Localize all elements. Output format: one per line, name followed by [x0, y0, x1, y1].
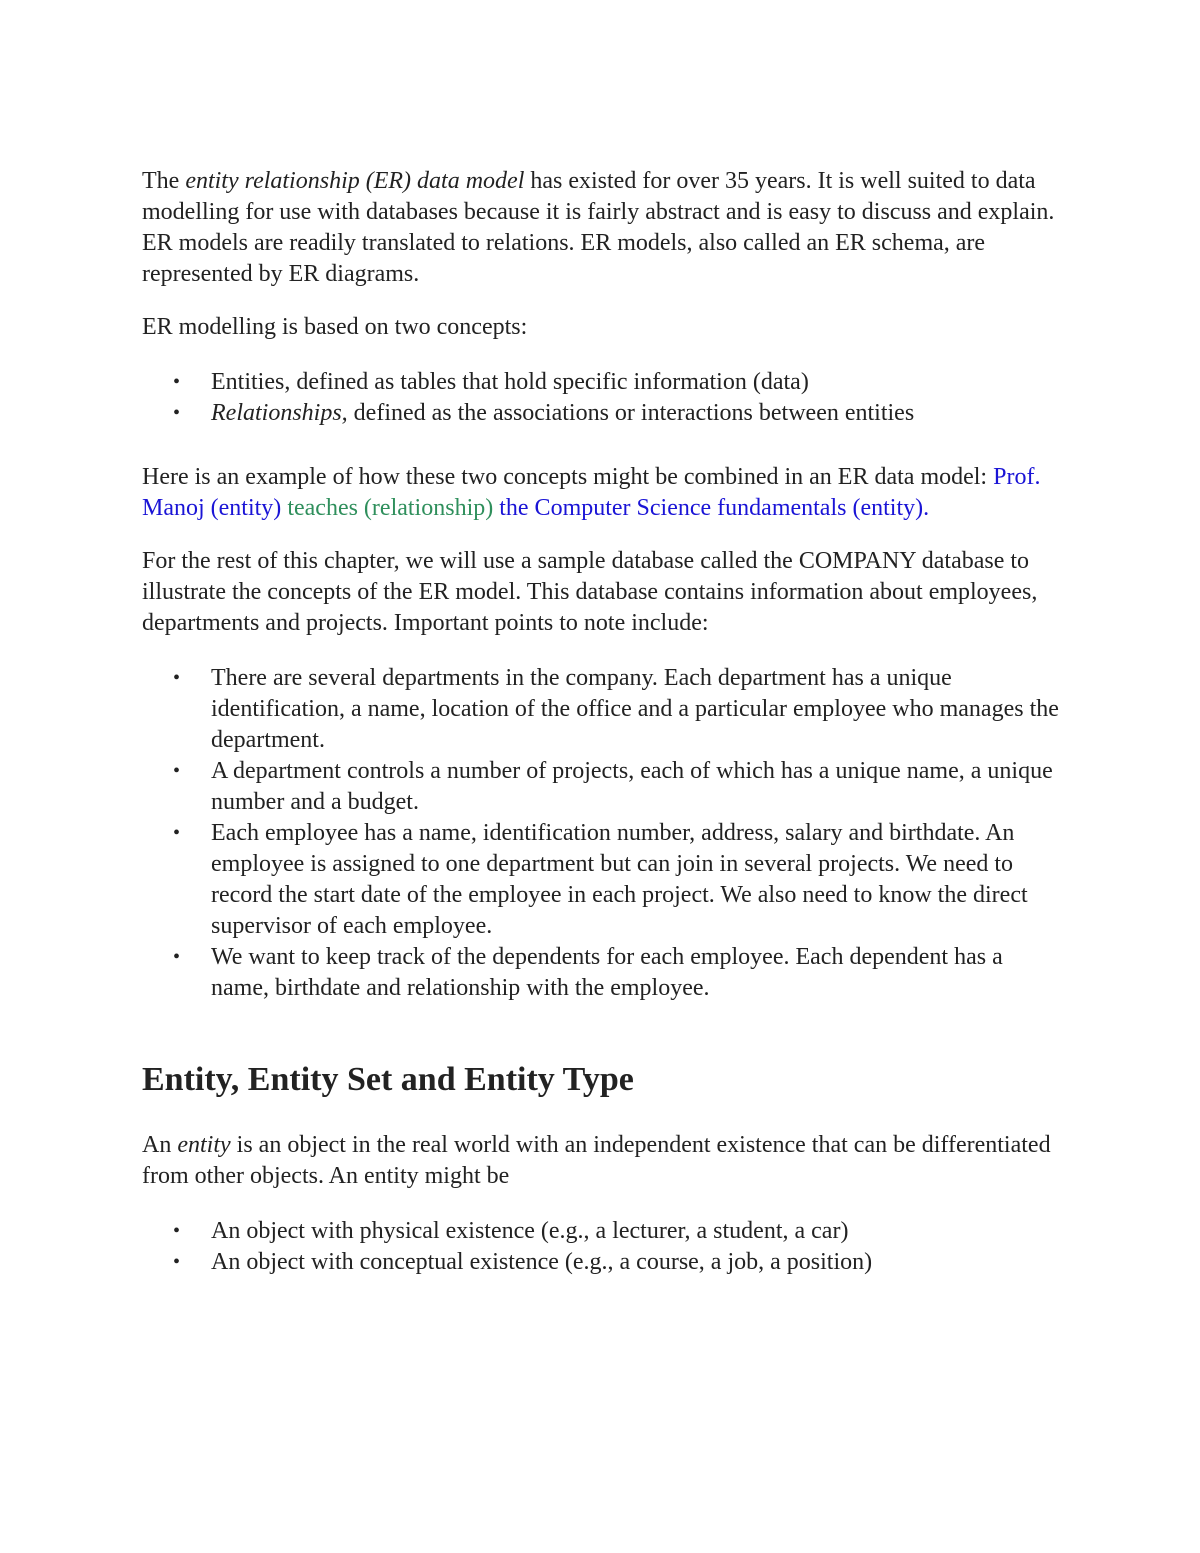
intro-text-rest: has existed for over 35 years. It is well suited to data modelling for use with databases because it is fairly abstract and is easy to discuss and explain. ER models are readily translated to relations. ER models, also called an ER schema, are represented by ER diagrams. [142, 168, 1055, 287]
entity-examples-list [142, 1216, 1060, 1278]
list-item: • An object with conceptual existence (e.g., a course, a job, a position) [211, 1247, 1060, 1278]
concept-relationships-text: defined as the associations or interactions between entities [347, 400, 915, 426]
example-entity-1: Prof. Manoj (entity) [142, 464, 1041, 521]
entity-definition-paragraph [142, 1130, 1060, 1192]
list-item: • There are several departments in the company. Each department has a unique identification, a name, location of the office and a particular employee who manages the department. [211, 663, 1060, 756]
example-paragraph [142, 462, 1060, 524]
list-item: • Each employee has a name, identification number, address, salary and birthdate. An employee is assigned to one department but can join in several projects. We need to record the start date of the employee in each project. We also need to know the direct supervisor of each employee. [211, 818, 1060, 942]
concepts-lead: ER modelling is based on two concepts: [142, 314, 528, 340]
entity-def-italic: entity [177, 1132, 231, 1158]
intro-term-italic: entity relationship (ER) data model [185, 168, 525, 194]
example-lead: Here is an example of how these two concepts might be combined in an ER data model: [142, 464, 994, 490]
list-item [211, 398, 1060, 429]
example-relationship: teaches (relationship) [287, 495, 494, 521]
list-item: • An object with physical existence (e.g., a lecturer, a student, a car) [211, 1216, 1060, 1247]
concept-relationships-italic: Relationships, [211, 400, 348, 426]
intro-paragraph [142, 166, 1060, 290]
list-item: • We want to keep track of the dependents for each employee. Each dependent has a name, birthdate and relationship with the employee. [211, 942, 1060, 1004]
list-item [211, 367, 1060, 398]
section-heading: Entity, Entity Set and Entity Type [142, 1061, 634, 1098]
concept-entities-text: Entities, defined as tables that hold specific information (data) [211, 369, 809, 395]
list-item: • A department controls a number of projects, each of which has a unique name, a unique number and a budget. [211, 756, 1060, 818]
entity-def-start: An [142, 1132, 178, 1158]
entity-def-rest: is an object in the real world with an independent existence that can be differentiated from other objects. An entity might be [142, 1132, 1051, 1189]
concepts-list [142, 367, 1060, 429]
example-end: . [923, 495, 930, 521]
company-points-list [142, 663, 1060, 1004]
intro-text-start: The [142, 168, 186, 194]
company-intro-paragraph: For the rest of this chapter, we will use a sample database called the COMPANY database to illustrate the concepts of the ER model. This database contains information about employees, departments and projects. Important points to note include: [142, 548, 1038, 636]
example-entity-2: the Computer Science fundamentals (entity) [499, 495, 924, 521]
